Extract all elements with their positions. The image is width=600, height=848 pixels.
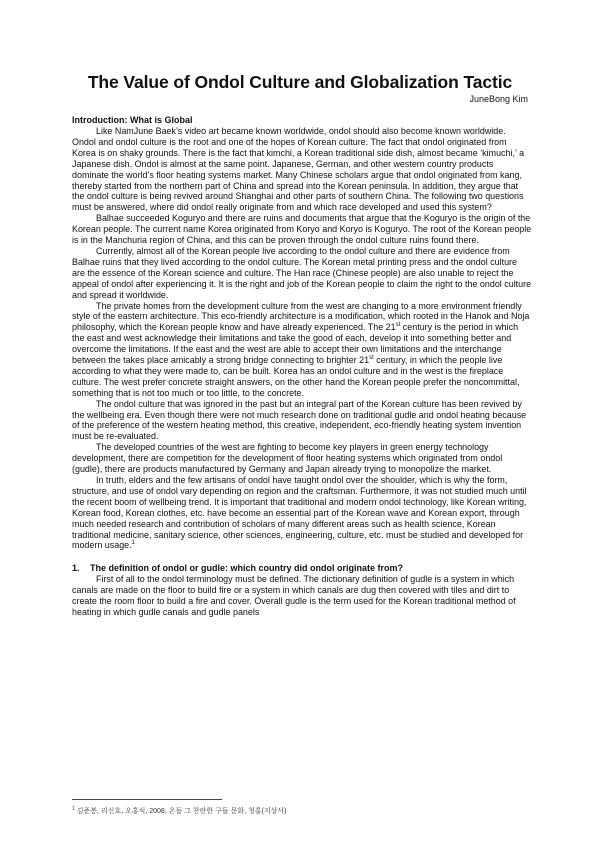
intro-paragraph-5: The ondol culture that was ignored in the past but an integral part of the Korean culture has been revived by the wellbeing era. Even though there were not much research done on traditional gudle and ondol heating because of the preference of the western heating method, this creative, independent, eco-friendly heating system invention must be re-evaluated. [72, 398, 527, 442]
author-name: JuneBong Kim [469, 94, 528, 104]
p4-text-c: century, in which the people live according to what they were made to, can be built. Korea has an ondol culture and in the west is the fireplace culture. The west prefer concrete straight answers, on the other hand the Korean people prefer the noncommittal, something that is not too much or too little, to the concrete. [72, 355, 520, 398]
section-1-heading [72, 563, 532, 574]
p7-text: In truth, elders and the few artisans of ondol have taught ondol over the shoulder, which is why the form, structure, and use of ondol vary depending on region and the craftsman. Furthermore, it was not studied much until the recent boom of wellbeing trend. It is important that traditional and modern ondol technology, like Korean writing, Korean food, Korean clothes, etc. have become an essential part of the Korean wave and Korean export, through much needed research and contribution of scholars of many different areas such as health science, Korean traditional medicine, sanitary science, other sciences, engineering, culture, etc. must be studied and developed for modern usage. [72, 475, 527, 551]
paper-title: The Value of Ondol Culture and Globalization Tactic [87, 72, 513, 92]
footnote-divider [72, 799, 222, 800]
section-number: 1. [72, 563, 80, 574]
intro-paragraph-1: Like NamJune Baek’s video art became known worldwide, ondol should also become known worldwide. Ondol and ondol culture is the root and one of the hopes of Korean culture. The fact that ondol originated from Korea is on shaky grounds. There is the fact that kimchi, a Korean traditional side dish, almost became ‘kimuchi,’ a Japanese dish. Ondol is almost at the same point. Japanese, German, and other western country products dominate the world’s floor heating systems market. Many Chinese scholars argue that ondol originated from kang, thereby started from the northern part of China and spread into the Korean peninsula. In addition, they argue that the ondol culture is being revived around Shanghai and other parts of southern China. The following two questions must be answered, where did ondol really originate from and which race developed and used this system? [72, 126, 525, 213]
paper-body [72, 115, 532, 618]
intro-paragraph-3: Currently, almost all of the Korean people live according to the ondol culture and there are evidence from Balhae ruins that they lived according to the ondol culture. The Korean metal printing press and the ondol culture are the essence of the Korean science and culture. The Han race (Chinese people) are also unable to reject the appeal of ondol after experiencing it. It is the right and job of the Korean people to claim the right to the ondol culture and spread it worldwide. [72, 245, 532, 300]
intro-paragraph-2: Balhae succeeded Koguryo and there are ruins and documents that argue that the Koguryo is the origin of the Korean people. The current name Korea originated from Koryo and Koryo is Koguryo. The root of the Korean people is in the Manchuria region of China, and this can be proven through the ondol culture ruins found there. [72, 213, 532, 246]
intro-paragraph-4 [72, 301, 532, 399]
intro-paragraph-7 [72, 475, 532, 551]
p4-text-b: century is the period in which the east and west acknowledge their limitations and take the good of each, develop it into something better and overcome the limitations. If the east and the west are able to accept their own limitations and the interchange between the takes place amicably a strong bridge connecting to brighter 21 [72, 322, 519, 366]
footnote [72, 806, 286, 816]
footnote-ref[interactable]: 1 [131, 540, 135, 547]
p4-superscript-1: st [395, 322, 401, 329]
footnote-mark: 1 [72, 806, 75, 812]
p4-superscript-2: st [369, 355, 374, 362]
section-title: The definition of ondol or gudle: which country did ondol originate from? [90, 563, 403, 574]
footnote-text: 김준봉, 리신호, 오홍식, 2008, 온돌 그 찬란한 구들 문화, 청홍(지상사) [74, 808, 287, 815]
section-1-paragraph-1: First of all to the ondol terminology must be defined. The dictionary definition of gudle is a system in which canals are made on the floor to build fire or a system in which canals are dug then covered with tiles and dirt to create the room floor to build a fire and cover. Overall gudle is the term used for the Korean traditional method of heating in which gudle canals and gudle panels [72, 574, 516, 618]
intro-heading: Introduction: What is Global [72, 115, 193, 125]
p4-text-a: The private homes from the development culture from the west are changing to a more environment friendly style of the eastern architecture. This eco-friendly architecture is a modification, which rooted in the Hanok and Noja philosophy, which the Korean people know and have already experienced. The 21 [72, 300, 530, 333]
intro-paragraph-6: The developed countries of the west are fighting to become key players in green energy technology development, there are competition for the development of floor heating systems which originated from ondol (gudle), there are products manufactured by Germany and Japan already trying to monopolize the market. [72, 442, 503, 475]
